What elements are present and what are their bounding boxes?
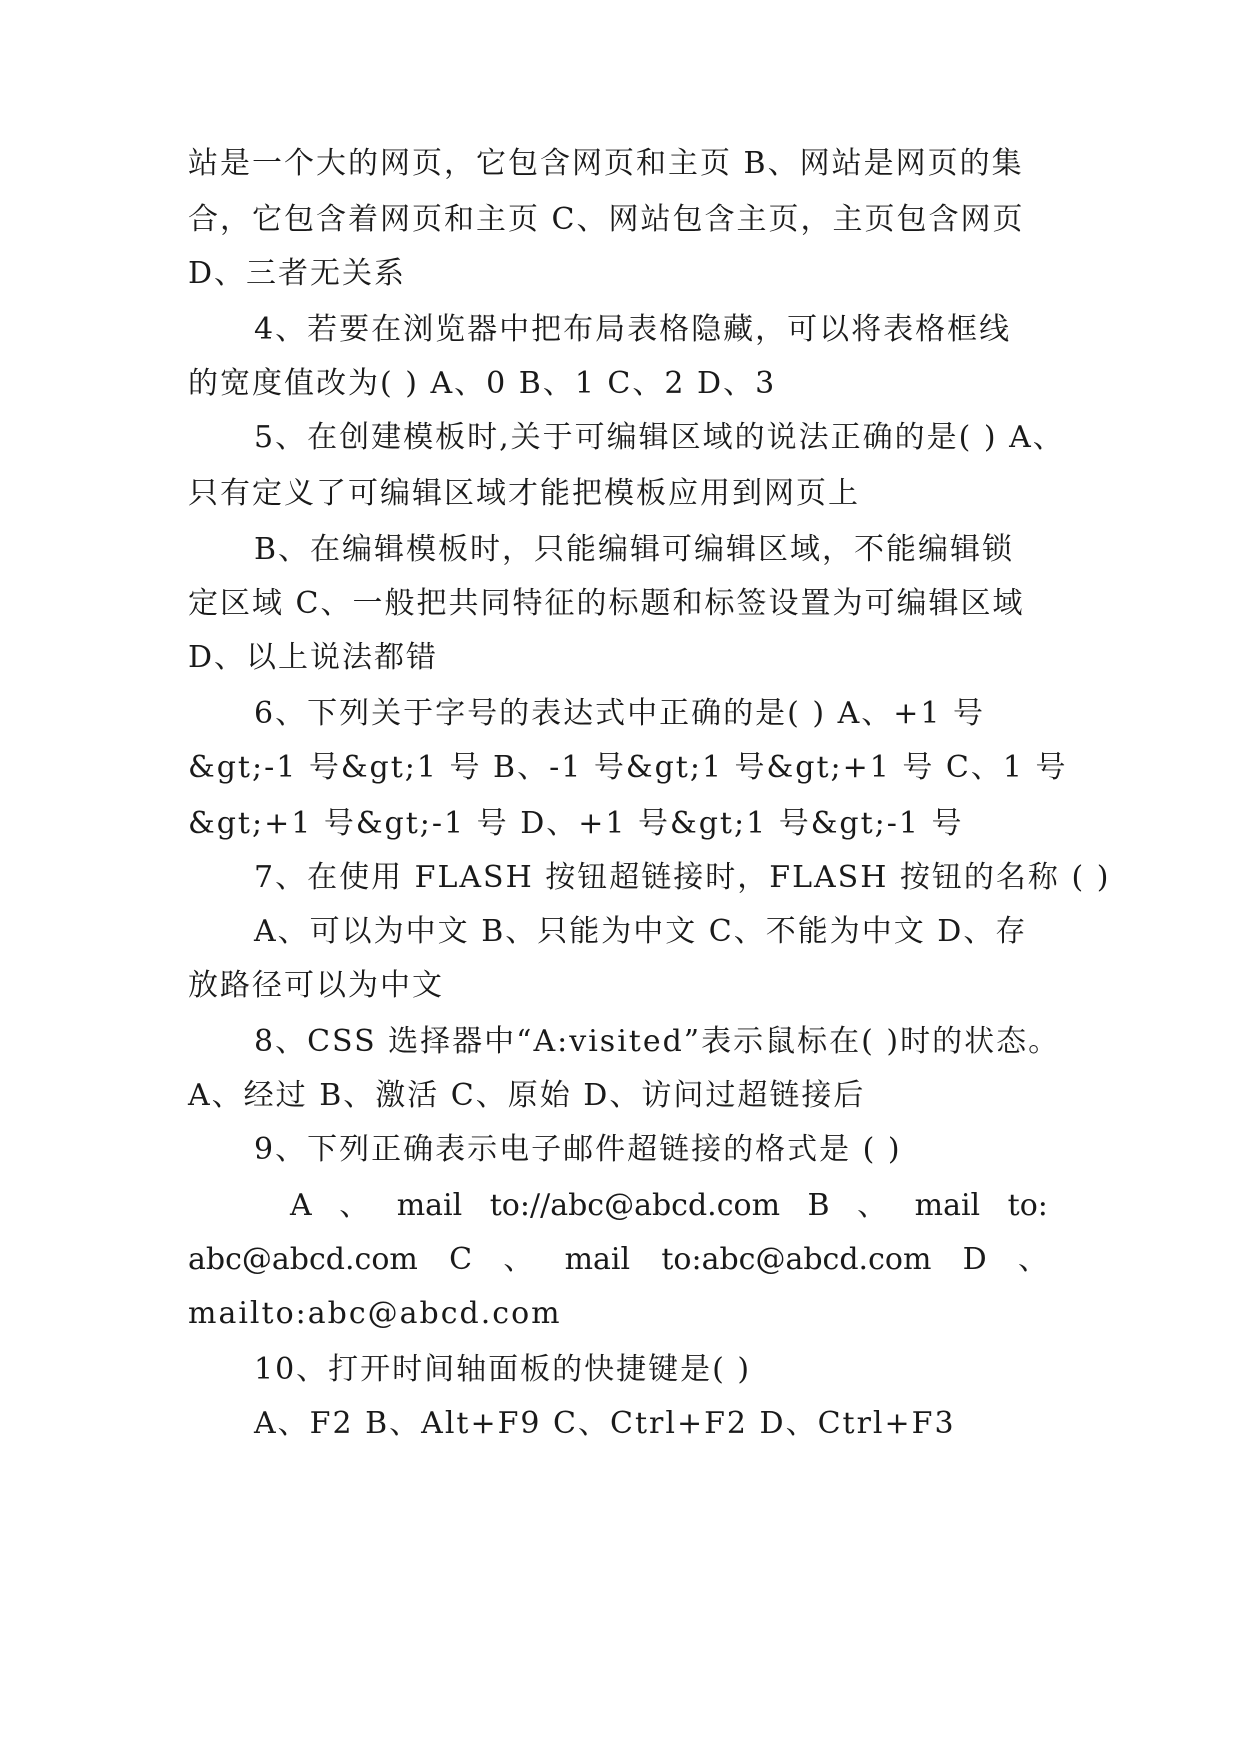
text-token: A xyxy=(290,1188,312,1223)
question-5-line-5: D、以上说法都错 xyxy=(188,640,439,675)
text-line-3: D、三者无关系 xyxy=(188,256,407,291)
text-line-1: 站是一个大的网页，它包含网页和主页 B、网站是网页的集 xyxy=(188,146,1024,181)
question-9-line-2 xyxy=(290,1186,1048,1226)
question-8-line-1: 8、CSS 选择器中“A:visited”表示鼠标在( )时的状态。 xyxy=(254,1024,1061,1059)
text-token: mail xyxy=(914,1188,981,1223)
question-10-line-2: A、F2 B、Alt+F9 C、Ctrl+F2 D、Ctrl+F3 xyxy=(254,1406,956,1441)
question-10-line-1: 10、打开时间轴面板的快捷键是( ) xyxy=(254,1352,752,1387)
text-token: abc@abcd.com xyxy=(188,1242,418,1277)
question-9-line-4: mailto:abc@abcd.com xyxy=(188,1296,562,1331)
text-line-2: 合，它包含着网页和主页 C、网站包含主页，主页包含网页 xyxy=(188,202,1025,237)
text-token: C xyxy=(449,1242,473,1277)
question-4-line-1: 4、若要在浏览器中把布局表格隐藏，可以将表格框线 xyxy=(254,312,1012,347)
question-9-line-1: 9、下列正确表示电子邮件超链接的格式是 ( ) xyxy=(254,1132,902,1167)
text-token: mail xyxy=(396,1188,463,1223)
question-7-line-1: 7、在使用 FLASH 按钮超链接时，FLASH 按钮的名称 ( ) xyxy=(254,860,1111,895)
text-token: mail xyxy=(564,1242,631,1277)
question-5-line-3: B、在编辑模板时，只能编辑可编辑区域，不能编辑锁 xyxy=(254,532,1015,567)
question-6-line-3: &gt;+1 号&gt;-1 号 D、+1 号&gt;1 号&gt;-1 号 xyxy=(188,806,964,841)
question-5-line-4: 定区域 C、一般把共同特征的标题和标签设置为可编辑区域 xyxy=(188,586,1025,621)
question-6-line-2: &gt;-1 号&gt;1 号 B、-1 号&gt;1 号&gt;+1 号 C、1 号 xyxy=(188,750,1068,785)
text-token: D xyxy=(962,1242,987,1277)
text-token: 、 xyxy=(339,1188,370,1223)
text-token: to: xyxy=(1007,1188,1048,1223)
text-token: to://abc@abcd.com xyxy=(489,1188,781,1223)
question-6-line-1: 6、下列关于字号的表达式中正确的是( ) A、+1 号 xyxy=(254,696,985,731)
question-5-line-1: 5、在创建模板时,关于可编辑区域的说法正确的是( ) A、 xyxy=(254,420,1065,455)
question-8-line-2: A、经过 B、激活 C、原始 D、访问过超链接后 xyxy=(188,1078,866,1113)
question-9-line-3 xyxy=(188,1240,1048,1280)
text-token: 、 xyxy=(1017,1242,1048,1277)
text-token: to:abc@abcd.com xyxy=(661,1242,932,1277)
text-token: 、 xyxy=(857,1188,888,1223)
text-token: 、 xyxy=(503,1242,534,1277)
question-7-line-2: A、可以为中文 B、只能为中文 C、不能为中文 D、存 xyxy=(254,914,1028,949)
question-5-line-2: 只有定义了可编辑区域才能把模板应用到网页上 xyxy=(188,476,860,511)
text-token: B xyxy=(807,1188,830,1223)
question-4-line-2: 的宽度值改为( ) A、0 B、1 C、2 D、3 xyxy=(188,366,777,401)
question-7-line-3: 放路径可以为中文 xyxy=(188,968,444,1003)
